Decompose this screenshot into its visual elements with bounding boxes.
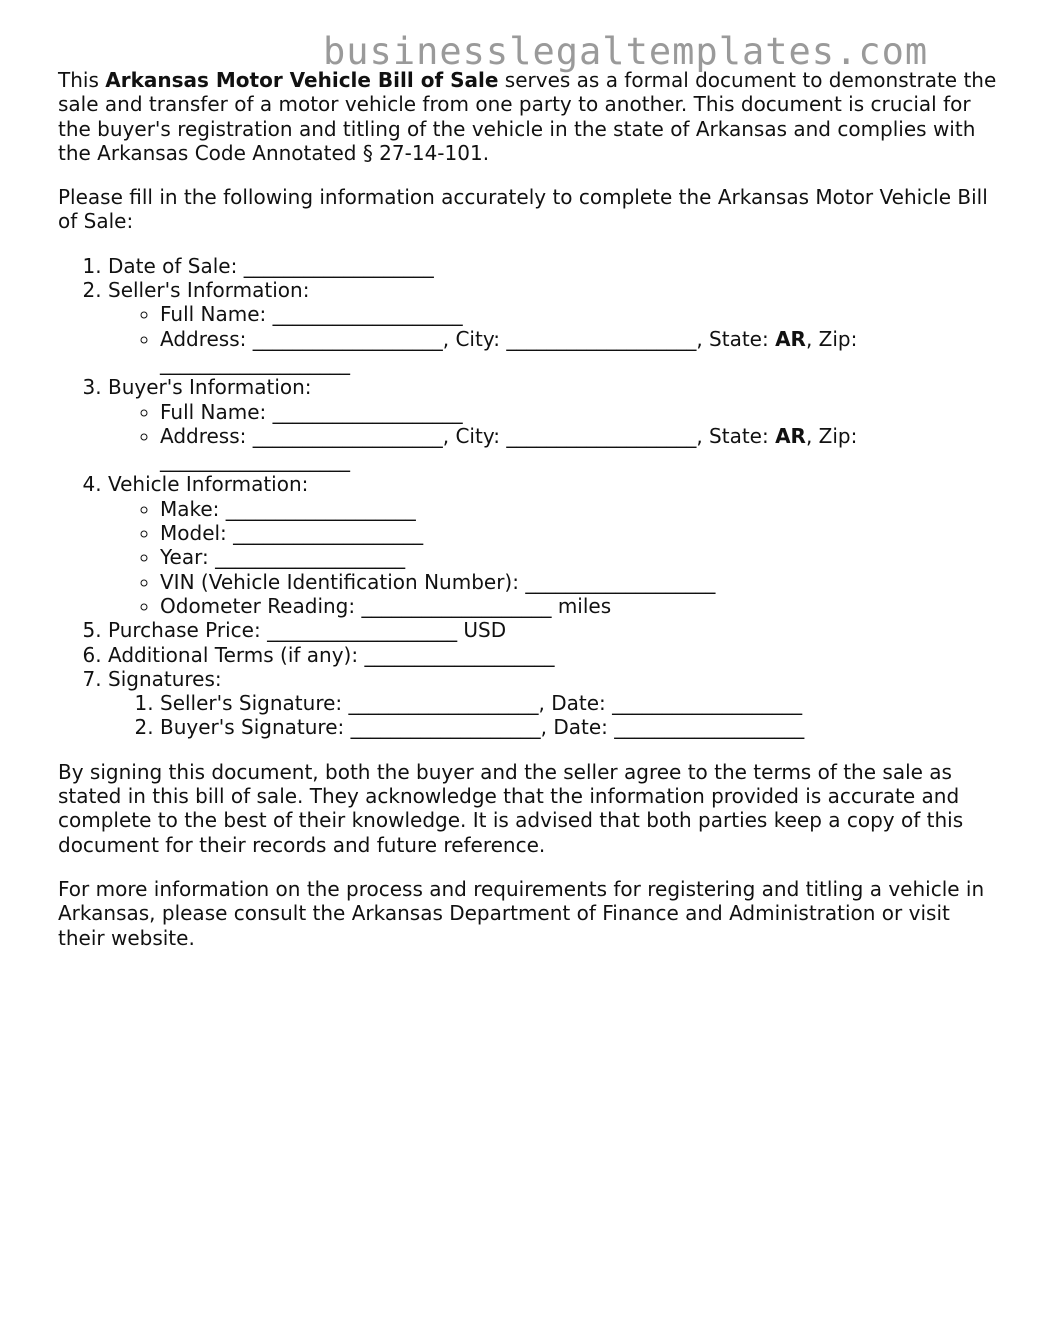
seller-signature-item xyxy=(160,691,998,715)
list-item-purchase-price xyxy=(108,618,998,642)
seller-full-name-label: Full Name: xyxy=(160,302,273,327)
seller-info-heading: Seller's Information: xyxy=(108,278,310,303)
date-of-sale-blank[interactable]: ___________________ xyxy=(243,253,434,278)
buyer-signature-blank[interactable]: ___________________ xyxy=(350,715,541,740)
intro-prefix: This xyxy=(58,68,106,92)
list-item-date-of-sale xyxy=(108,254,998,278)
buyer-full-name-blank[interactable]: ___________________ xyxy=(272,399,463,424)
buyer-full-name-label: Full Name: xyxy=(160,399,273,424)
vehicle-vin-label: VIN (Vehicle Identification Number): xyxy=(160,569,526,594)
document-title: Arkansas Motor Vehicle Bill of Sale xyxy=(105,68,499,92)
vehicle-year-label: Year: xyxy=(160,545,216,570)
seller-address-item xyxy=(160,327,998,376)
buyer-zip-label: , Zip: xyxy=(805,423,858,448)
seller-state-label: , State: xyxy=(696,326,776,351)
vehicle-year-blank[interactable]: ___________________ xyxy=(215,545,406,570)
odometer-unit: miles xyxy=(551,593,612,618)
purchase-price-blank[interactable]: ___________________ xyxy=(267,618,458,643)
document-body xyxy=(58,68,998,970)
buyer-state-value: AR xyxy=(775,423,806,448)
vehicle-model-item xyxy=(160,521,998,545)
buyer-date-blank[interactable]: ___________________ xyxy=(614,715,805,740)
buyer-state-label: , State: xyxy=(696,423,776,448)
buyer-address-item xyxy=(160,424,998,473)
vehicle-model-blank[interactable]: ___________________ xyxy=(233,521,424,546)
buyer-city-blank[interactable]: ___________________ xyxy=(506,423,697,448)
buyer-full-name-item xyxy=(160,400,998,424)
buyer-city-label: , City: xyxy=(442,423,507,448)
seller-full-name-item xyxy=(160,302,998,326)
list-item-buyer-info xyxy=(108,375,998,472)
seller-zip-blank[interactable]: ___________________ xyxy=(160,350,350,375)
vehicle-odometer-blank[interactable]: ___________________ xyxy=(361,593,552,618)
seller-city-blank[interactable]: ___________________ xyxy=(506,326,697,351)
vehicle-make-blank[interactable]: ___________________ xyxy=(225,496,416,521)
watermark: businesslegaltemplates.com xyxy=(323,30,929,73)
date-of-sale-label: Date of Sale: xyxy=(108,253,244,278)
vehicle-make-label: Make: xyxy=(160,496,226,521)
seller-full-name-blank[interactable]: ___________________ xyxy=(272,302,463,327)
list-item-seller-info xyxy=(108,278,998,375)
vehicle-vin-item xyxy=(160,570,998,594)
vehicle-vin-blank[interactable]: ___________________ xyxy=(525,569,716,594)
seller-zip-label: , Zip: xyxy=(805,326,858,351)
seller-address-blank[interactable]: ___________________ xyxy=(252,326,443,351)
signatures-heading: Signatures: xyxy=(108,666,222,691)
vehicle-info-list xyxy=(108,497,998,618)
buyer-address-blank[interactable]: ___________________ xyxy=(252,423,443,448)
buyer-signature-item xyxy=(160,715,998,739)
seller-date-blank[interactable]: ___________________ xyxy=(612,691,803,716)
list-item-vehicle-info xyxy=(108,472,998,618)
list-item-signatures xyxy=(108,667,998,740)
seller-city-label: , City: xyxy=(442,326,507,351)
vehicle-info-heading: Vehicle Information: xyxy=(108,472,309,497)
seller-signature-blank[interactable]: ___________________ xyxy=(348,691,539,716)
purchase-price-currency: USD xyxy=(457,618,507,643)
intro-text: serves as a formal document to demonstrate the sale and transfer of a motor vehicle from one party to another. This document is crucial for the buyer's registration and titling of the vehicle in the state of Arkansas and complies with the Arkansas Code Annotated § 27-14-101. xyxy=(58,68,997,165)
seller-signature-label: Seller's Signature: xyxy=(160,691,349,716)
instruction-paragraph: Please fill in the following information accurately to complete the Arkansas Motor Vehicle Bill of Sale: xyxy=(58,185,988,234)
seller-date-label: , Date: xyxy=(538,691,613,716)
signatures-list xyxy=(108,691,998,740)
additional-terms-blank[interactable]: ___________________ xyxy=(364,642,555,667)
buyer-date-label: , Date: xyxy=(540,715,615,740)
buyer-signature-label: Buyer's Signature: xyxy=(160,715,351,740)
form-fields-list xyxy=(58,254,998,740)
seller-info-list xyxy=(108,302,998,375)
seller-address-label: Address: xyxy=(160,326,253,351)
vehicle-make-item xyxy=(160,497,998,521)
additional-terms-label: Additional Terms (if any): xyxy=(108,642,365,667)
more-info-paragraph: For more information on the process and requirements for registering and titling a vehicle in Arkansas, please consult the Arkansas Department of Finance and Administration or visit their website. xyxy=(58,876,985,950)
list-item-additional-terms xyxy=(108,643,998,667)
buyer-info-heading: Buyer's Information: xyxy=(108,375,312,400)
closing-paragraph: By signing this document, both the buyer and the seller agree to the terms of the sale as stated in this bill of sale. They acknowledge that the information provided is accurate and complete to the best of their knowledge. It is advised that both parties keep a copy of this document for their records and future reference. xyxy=(58,759,964,857)
buyer-address-label: Address: xyxy=(160,423,253,448)
buyer-info-list xyxy=(108,400,998,473)
seller-state-value: AR xyxy=(775,326,806,351)
vehicle-year-item xyxy=(160,545,998,569)
vehicle-model-label: Model: xyxy=(160,521,234,546)
intro-paragraph xyxy=(58,68,998,165)
buyer-zip-blank[interactable]: ___________________ xyxy=(160,448,350,473)
vehicle-odometer-label: Odometer Reading: xyxy=(160,593,362,618)
vehicle-odometer-item xyxy=(160,594,998,618)
purchase-price-label: Purchase Price: xyxy=(108,618,268,643)
